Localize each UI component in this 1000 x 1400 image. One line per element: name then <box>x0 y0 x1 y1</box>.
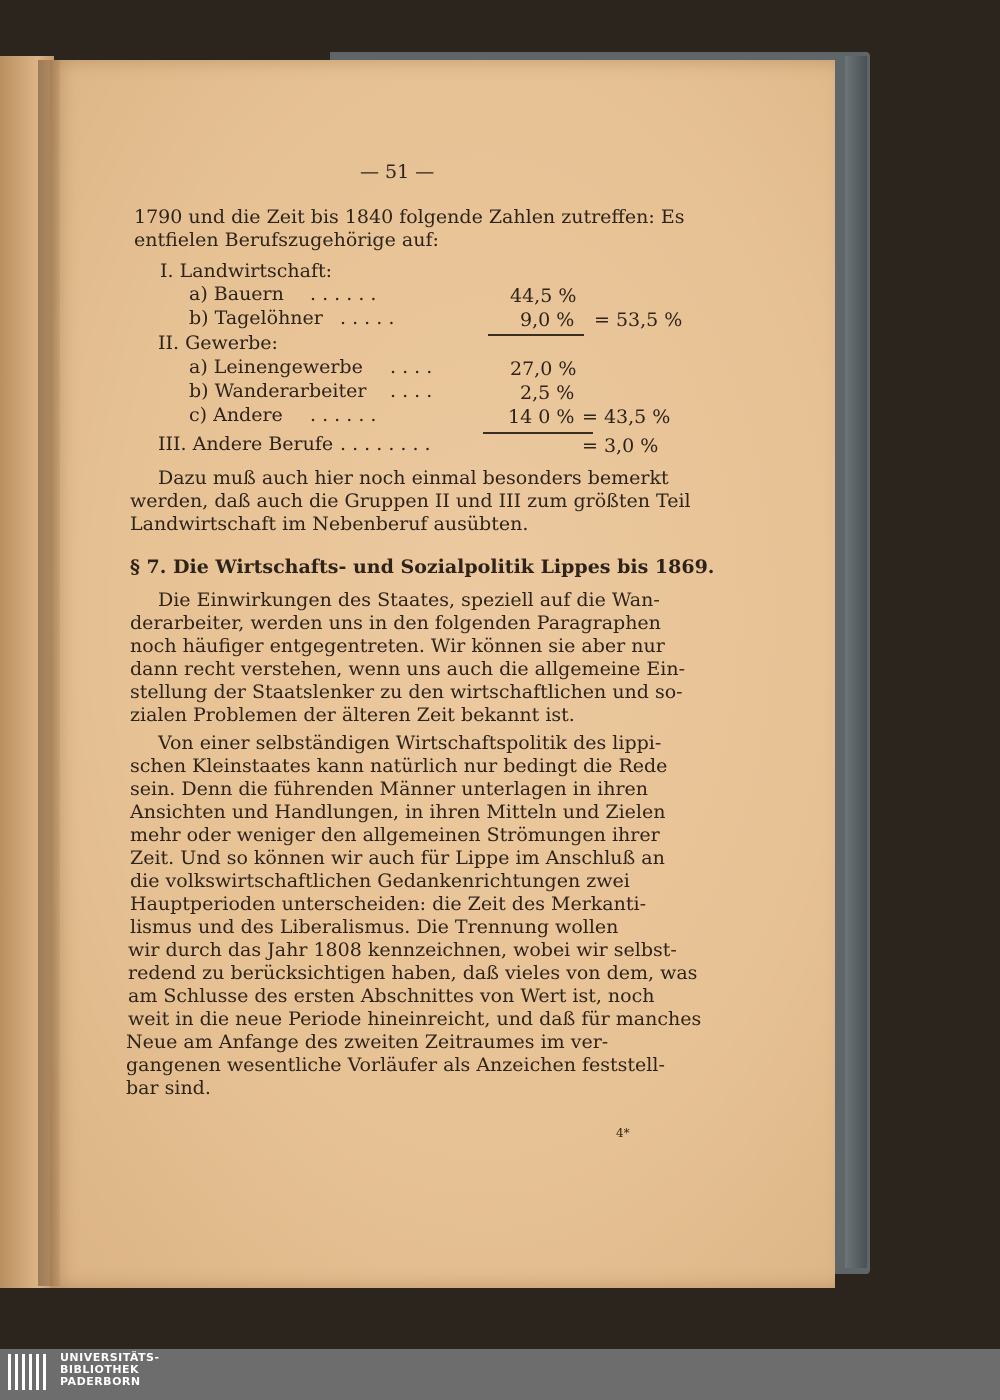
p2-line-13: weit in die neue Periode hineinreicht, und daß für manches <box>128 1008 702 1030</box>
p2-line-14: Neue am Anfange des zweiten Zeitraumes im ver- <box>126 1031 609 1053</box>
section-heading: § 7. Die Wirtschafts- und Sozialpolitik Lippes bis 1869. <box>130 556 715 578</box>
p2-line-6: Zeit. Und so können wir auch für Lippe im Anschluß an <box>130 847 665 869</box>
p2-line-4: Ansichten und Handlungen, in ihren Mitteln und Zielen <box>130 801 666 823</box>
p2-line-15: gangenen wesentliche Vorläufer als Anzeichen feststell- <box>126 1054 665 1076</box>
group2-row-b-value: 2,5 % <box>520 382 575 404</box>
group1-heading: I. Landwirtschaft: <box>160 260 333 282</box>
p1-line-5: stellung der Staatslenker zu den wirtschaftlichen und so- <box>130 681 683 703</box>
group2-row-c-dots: . . . . . . <box>310 404 377 426</box>
p2-line-8: Hauptperioden unterscheiden: die Zeit des Merkanti- <box>130 893 646 915</box>
note-line-1: Dazu muß auch hier noch einmal besonders bemerkt <box>158 467 669 489</box>
p2-line-2: schen Kleinstaates kann natürlich nur bedingt die Rede <box>130 755 668 777</box>
p2-line-12: am Schlusse des ersten Abschnittes von Wert ist, noch <box>128 985 655 1007</box>
p2-line-1: Von einer selbständigen Wirtschaftspolitik des lippi- <box>158 732 662 754</box>
group2-row-b-dots: . . . . <box>390 380 433 402</box>
book-page <box>50 60 835 1288</box>
group3-label: III. Andere Berufe <box>158 433 334 455</box>
group3-total: = 3,0 % <box>582 435 659 457</box>
note-line-3: Landwirtschaft im Nebenberuf ausübten. <box>130 513 529 535</box>
group1-row-b-dots: . . . . . <box>340 307 395 329</box>
p1-line-1: Die Einwirkungen des Staates, speziell auf die Wan- <box>158 589 660 611</box>
library-logo-line-2: BIBLIOTHEK <box>60 1363 140 1376</box>
library-logo-line-1: UNIVERSITÄTS- <box>60 1351 160 1364</box>
p1-line-3: noch häufiger entgegentreten. Wir können sie aber nur <box>130 635 665 657</box>
group1-row-a-dots: . . . . . . <box>310 283 377 305</box>
group1-row-b-total: = 53,5 % <box>594 309 683 331</box>
p2-line-11: redend zu berücksichtigen haben, daß vieles von dem, was <box>128 962 698 984</box>
group1-row-a-value: 44,5 % <box>510 285 577 307</box>
p2-line-9: lismus und des Liberalismus. Die Trennung wollen <box>130 916 619 938</box>
library-logo-icon <box>8 1354 52 1394</box>
page-gutter-shadow <box>38 60 60 1286</box>
p2-line-3: sein. Denn die führenden Männer unterlagen in ihren <box>130 778 649 800</box>
p2-line-16: bar sind. <box>126 1077 211 1099</box>
p2-line-7: die volkswirtschaftlichen Gedankenrichtungen zwei <box>130 870 630 892</box>
group1-row-b-label: b) Tagelöhner <box>189 307 323 329</box>
intro-line-1: 1790 und die Zeit bis 1840 folgende Zahlen zutreffen: Es <box>134 206 685 228</box>
group2-row-a-dots: . . . . <box>390 356 433 378</box>
p1-line-6: zialen Problemen der älteren Zeit bekannt ist. <box>130 704 575 726</box>
group3-dots: . . . . . . . . <box>340 433 431 455</box>
library-logo-line-3: PADERBORN <box>60 1375 141 1388</box>
signature-mark: 4* <box>616 1126 630 1140</box>
page-number: — 51 — <box>360 161 435 183</box>
group1-row-a-label: a) Bauern <box>189 283 284 305</box>
group2-row-a-label: a) Leinengewerbe <box>189 356 363 378</box>
group2-row-c-label: c) Andere <box>189 404 283 426</box>
p1-line-4: dann recht verstehen, wenn uns auch die allgemeine Ein- <box>130 658 686 680</box>
group2-row-c-value: 14 0 % <box>508 406 575 428</box>
group2-row-a-value: 27,0 % <box>510 358 577 380</box>
group2-row-b-label: b) Wanderarbeiter <box>189 380 367 402</box>
p2-line-10: wir durch das Jahr 1808 kennzeichnen, wobei wir selbst- <box>128 939 677 961</box>
group2-sum-rule <box>483 432 593 434</box>
group2-heading: II. Gewerbe: <box>158 332 278 354</box>
p1-line-2: derarbeiter, werden uns in den folgenden Paragraphen <box>130 612 661 634</box>
note-line-2: werden, daß auch die Gruppen II und III zum größten Teil <box>130 490 691 512</box>
group2-row-c-total: = 43,5 % <box>582 406 671 428</box>
intro-line-2: entfielen Berufszugehörige auf: <box>134 229 439 251</box>
group1-row-b-value: 9,0 % <box>520 309 575 331</box>
group1-sum-rule <box>488 334 584 336</box>
book-cover-edge <box>845 56 867 1268</box>
p2-line-5: mehr oder weniger den allgemeinen Strömungen ihrer <box>130 824 660 846</box>
